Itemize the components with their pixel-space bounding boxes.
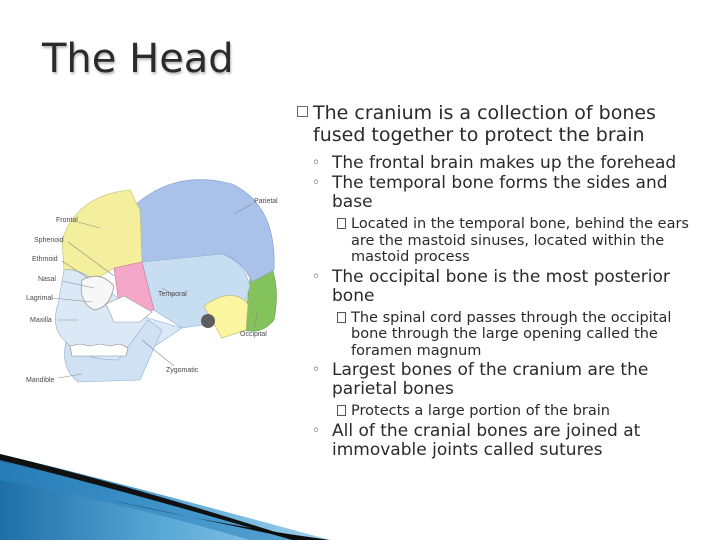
slide-title: The Head xyxy=(42,36,234,82)
bullet-text: The spinal cord passes through the occipital bone through the large opening called the foramen magnum xyxy=(351,309,672,359)
bullet-level-1 xyxy=(297,102,707,146)
label-parietal: Parietal xyxy=(254,198,278,205)
teeth xyxy=(70,344,128,356)
bullet-box-icon xyxy=(337,218,346,229)
bullet-text: The temporal bone forms the sides and base xyxy=(332,173,668,212)
bullet-level-3 xyxy=(337,216,707,266)
label-maxilla: Maxilla xyxy=(30,317,52,324)
bullet-circle-icon: ◦ xyxy=(312,155,321,171)
label-lacrimal: Lagrimal xyxy=(26,295,53,302)
bullet-text: All of the cranial bones are joined at immovable joints called sutures xyxy=(332,420,641,460)
ear-canal xyxy=(201,314,215,328)
bullet-level-2 xyxy=(312,361,707,399)
bullet-circle-icon: ◦ xyxy=(312,422,321,439)
bullet-circle-icon: ◦ xyxy=(312,175,321,191)
label-ethmoid: Ethmoid xyxy=(32,256,58,263)
bullet-text: The occipital bone is the most posterior bone xyxy=(332,266,670,306)
label-temporal: Temporal xyxy=(158,291,187,298)
bullet-list xyxy=(297,102,707,461)
skull-diagram xyxy=(22,170,302,390)
bullet-text: Located in the temporal bone, behind the ears are the mastoid sinuses, located within the mastoid process xyxy=(351,216,689,265)
label-frontal: Frontal xyxy=(56,217,78,224)
decorative-ribbon xyxy=(0,440,720,540)
bullet-circle-icon: ◦ xyxy=(312,268,321,285)
bullet-level-2 xyxy=(312,154,707,173)
label-occipital: Occipital xyxy=(240,331,267,338)
bullet-text: Protects a large portion of the brain xyxy=(351,403,610,419)
label-mandible: Mandible xyxy=(26,377,55,384)
label-nasal: Nasal xyxy=(38,276,56,283)
bullet-level-3 xyxy=(337,403,707,420)
bullet-level-2 xyxy=(312,268,707,306)
bullet-text: The frontal brain makes up the forehead xyxy=(332,153,677,173)
bullet-level-3 xyxy=(337,310,707,360)
bullet-level-2 xyxy=(312,174,707,212)
label-zygomatic: Zygomatic xyxy=(166,367,199,374)
bullet-box-icon xyxy=(337,405,346,416)
bullet-text: The cranium is a collection of bones fused together to protect the brain xyxy=(313,102,656,146)
bullet-circle-icon: ◦ xyxy=(312,362,321,378)
bullet-box-icon xyxy=(297,106,308,117)
bullet-text: Largest bones of the cranium are the parietal bones xyxy=(332,360,649,399)
bullet-box-icon xyxy=(337,312,346,323)
label-sphenoid: Sphenoid xyxy=(34,237,64,244)
